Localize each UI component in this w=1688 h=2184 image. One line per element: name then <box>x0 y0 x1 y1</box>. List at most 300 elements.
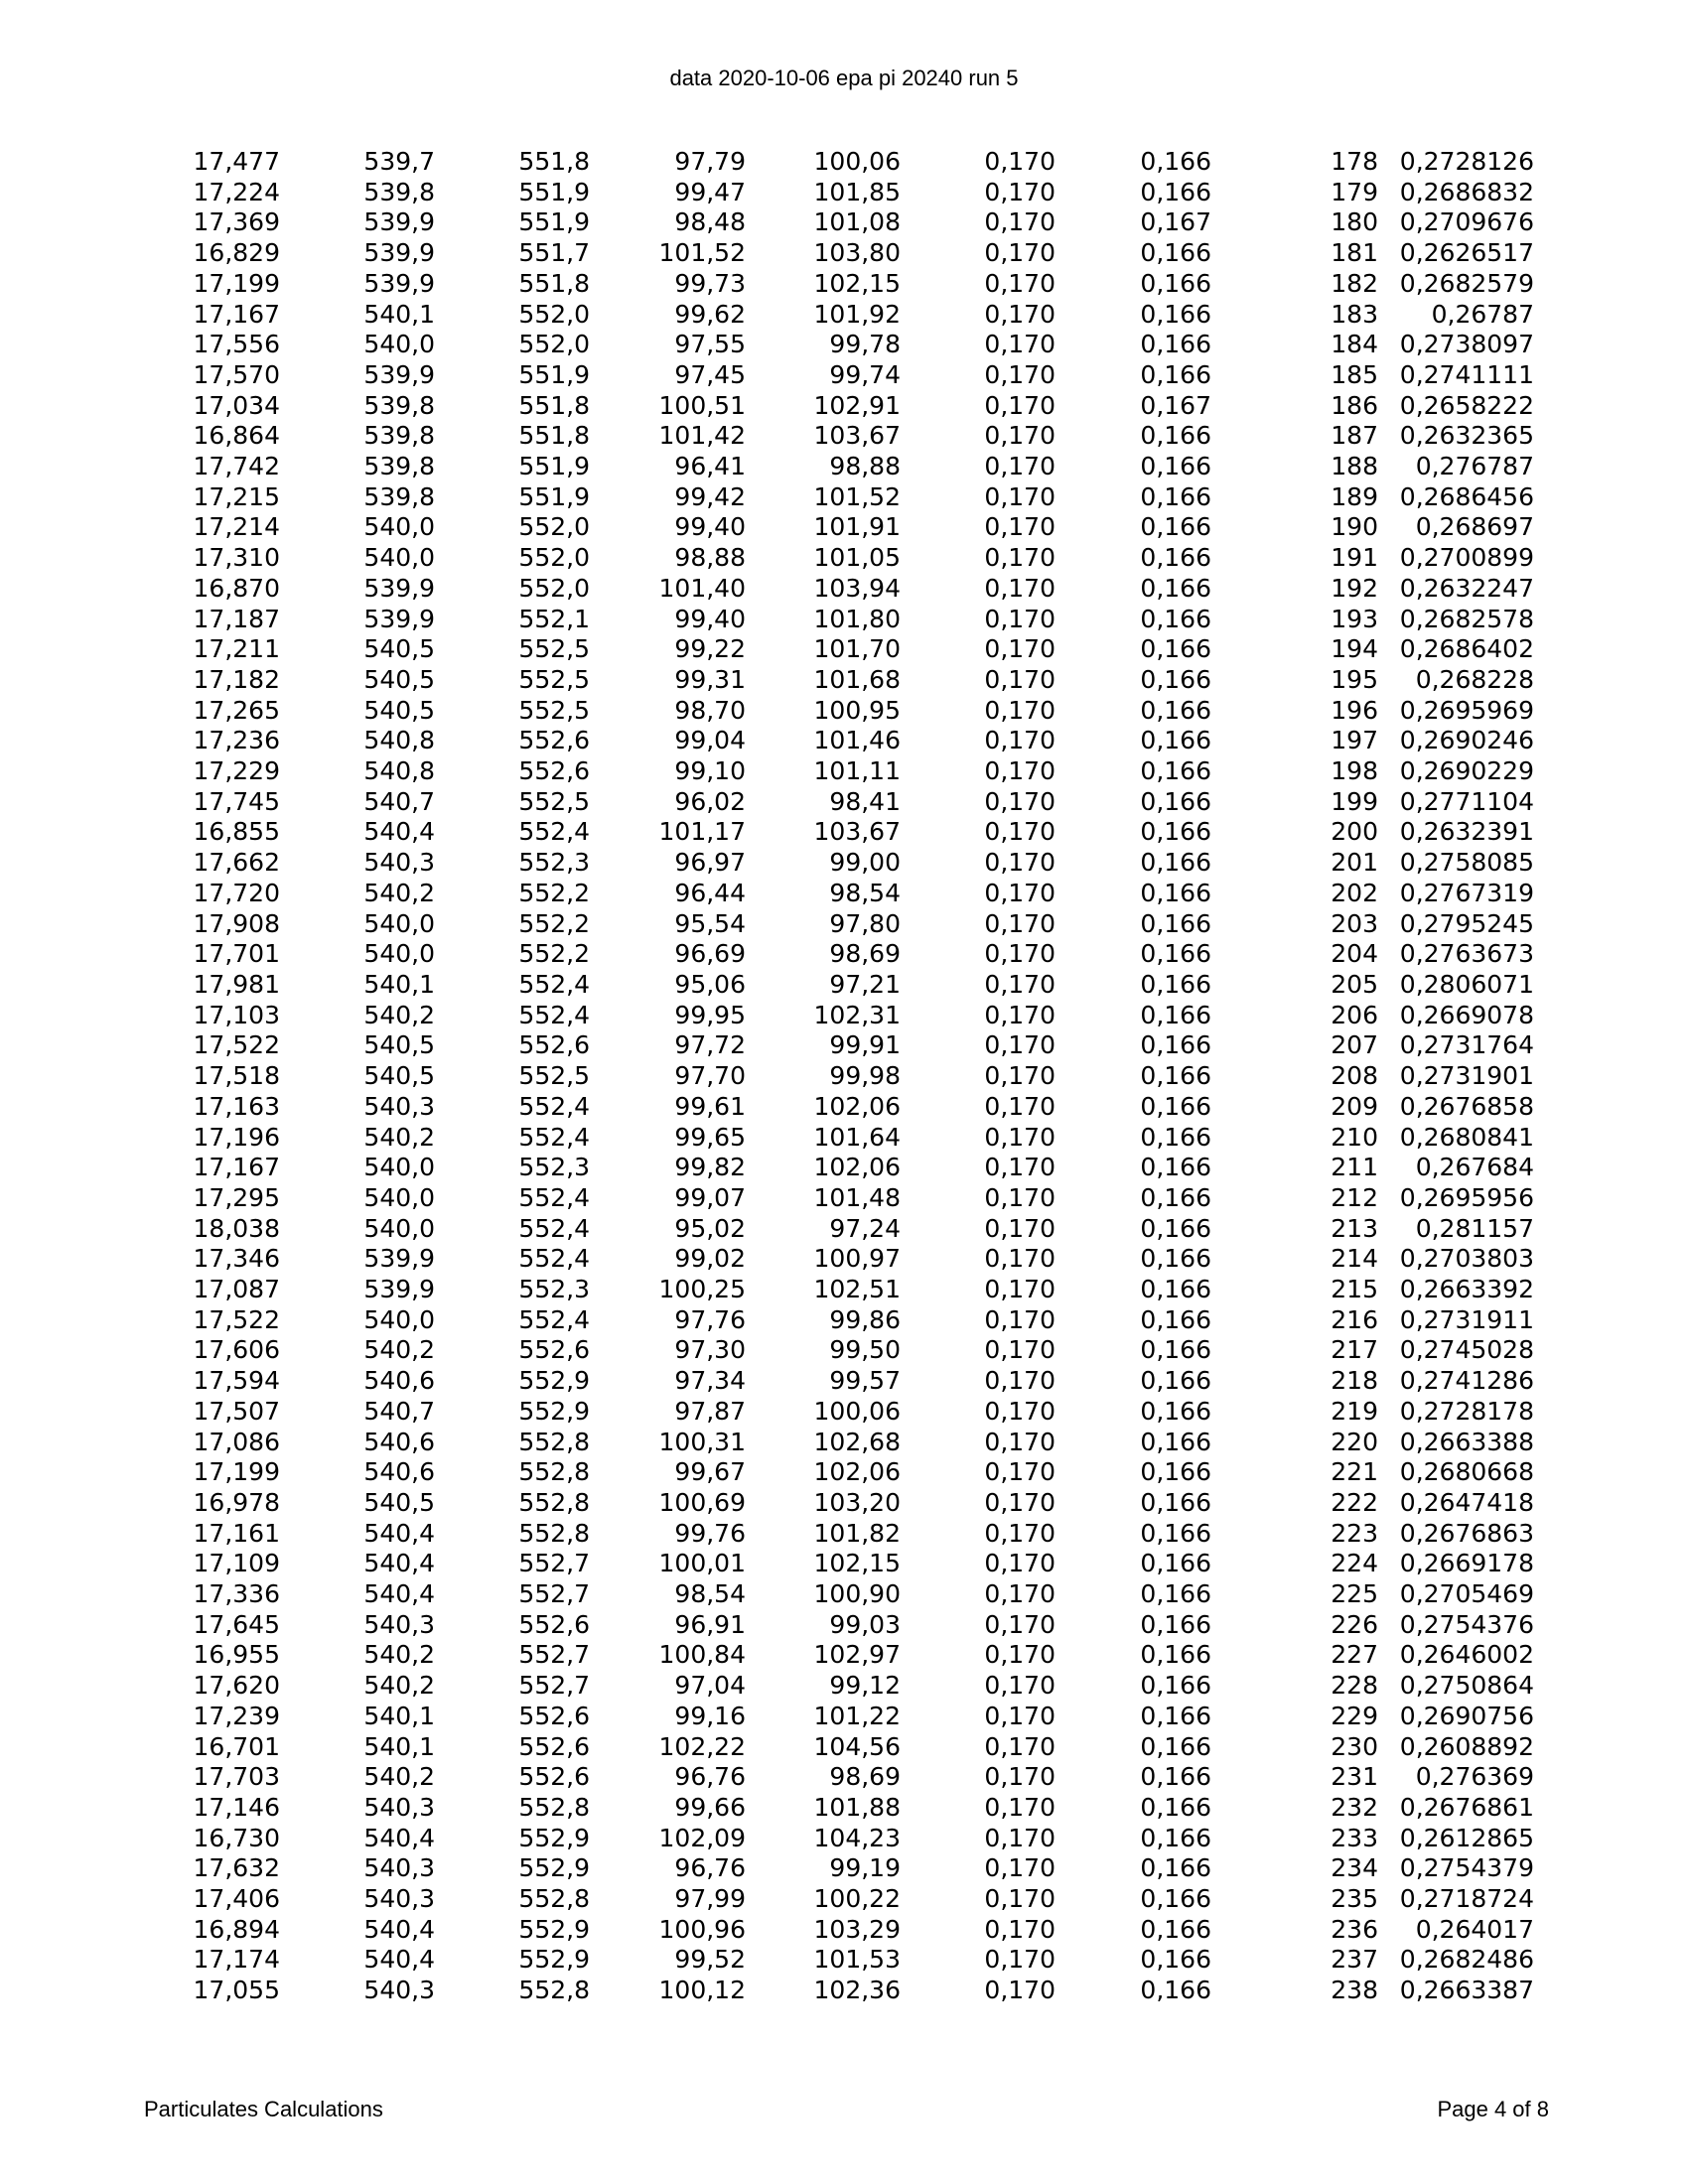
table-cell: 208 <box>1331 1061 1378 1091</box>
table-cell: 99,74 <box>829 359 901 389</box>
table-row <box>0 1305 1534 1336</box>
table-cell: 0,166 <box>1140 1762 1211 1792</box>
table-cell: 99,73 <box>674 268 746 298</box>
table-cell: 539,9 <box>363 268 435 298</box>
table-cell: 17,310 <box>193 543 280 573</box>
table-cell: 0,170 <box>984 817 1055 847</box>
table-cell: 0,2608892 <box>1399 1731 1534 1761</box>
table-cell: 540,2 <box>363 878 435 907</box>
table-cell: 0,170 <box>984 1640 1055 1670</box>
table-cell: 0,166 <box>1140 908 1211 938</box>
table-cell: 17,477 <box>193 147 280 176</box>
table-cell: 17,215 <box>193 481 280 511</box>
table-cell: 540,6 <box>363 1427 435 1456</box>
table-cell: 101,46 <box>813 726 901 755</box>
table-cell: 17,507 <box>193 1396 280 1426</box>
table-cell: 0,166 <box>1140 1884 1211 1914</box>
table-cell: 540,3 <box>363 1792 435 1822</box>
table-cell: 0,167 <box>1140 207 1211 237</box>
table-cell: 192 <box>1331 573 1378 603</box>
table-cell: 551,8 <box>518 147 590 176</box>
table-cell: 0,170 <box>984 299 1055 329</box>
table-cell: 99,31 <box>674 664 746 694</box>
table-cell: 102,15 <box>813 268 901 298</box>
table-cell: 99,07 <box>674 1182 746 1212</box>
table-cell: 102,09 <box>658 1823 746 1852</box>
table-cell: 0,170 <box>984 1335 1055 1365</box>
table-cell: 234 <box>1331 1853 1378 1883</box>
table-row <box>0 1762 1534 1793</box>
table-cell: 551,9 <box>518 481 590 511</box>
table-cell: 0,2741286 <box>1399 1366 1534 1396</box>
table-cell: 17,109 <box>193 1549 280 1578</box>
table-cell: 97,34 <box>674 1366 746 1396</box>
table-cell: 539,9 <box>363 359 435 389</box>
table-cell: 540,1 <box>363 1701 435 1730</box>
table-cell: 211 <box>1331 1153 1378 1182</box>
table-cell: 99,62 <box>674 299 746 329</box>
table-cell: 0,166 <box>1140 695 1211 725</box>
table-cell: 103,80 <box>813 238 901 268</box>
table-cell: 0,166 <box>1140 1609 1211 1639</box>
table-cell: 17,161 <box>193 1518 280 1548</box>
table-cell: 0,2676861 <box>1399 1792 1534 1822</box>
table-cell: 0,170 <box>984 1275 1055 1304</box>
table-cell: 552,4 <box>518 1122 590 1152</box>
table-cell: 96,02 <box>674 786 746 816</box>
table-cell: 101,82 <box>813 1518 901 1548</box>
table-cell: 539,8 <box>363 481 435 511</box>
table-cell: 539,8 <box>363 452 435 481</box>
table-cell: 540,1 <box>363 1731 435 1761</box>
table-cell: 98,54 <box>674 1579 746 1609</box>
table-cell: 552,3 <box>518 1153 590 1182</box>
table-row <box>0 1457 1534 1488</box>
table-cell: 99,47 <box>674 177 746 206</box>
table-cell: 97,87 <box>674 1396 746 1426</box>
table-cell: 0,2663388 <box>1399 1427 1534 1456</box>
table-cell: 17,594 <box>193 1366 280 1396</box>
table-cell: 0,166 <box>1140 1914 1211 1944</box>
table-cell: 198 <box>1331 756 1378 786</box>
table-cell: 540,6 <box>363 1457 435 1487</box>
table-cell: 17,742 <box>193 452 280 481</box>
table-cell: 0,166 <box>1140 481 1211 511</box>
table-cell: 99,10 <box>674 756 746 786</box>
table-cell: 552,2 <box>518 908 590 938</box>
table-cell: 102,22 <box>658 1731 746 1761</box>
table-cell: 0,264017 <box>1415 1914 1534 1944</box>
table-cell: 551,7 <box>518 238 590 268</box>
table-cell: 17,182 <box>193 664 280 694</box>
table-row <box>0 1244 1534 1275</box>
table-row <box>0 1945 1534 1976</box>
table-cell: 539,9 <box>363 238 435 268</box>
table-cell: 99,67 <box>674 1457 746 1487</box>
table-cell: 540,8 <box>363 726 435 755</box>
table-cell: 0,170 <box>984 1213 1055 1243</box>
table-cell: 17,236 <box>193 726 280 755</box>
table-row <box>0 1183 1534 1214</box>
table-cell: 17,522 <box>193 1030 280 1060</box>
table-cell: 99,91 <box>829 1030 901 1060</box>
table-cell: 0,166 <box>1140 330 1211 359</box>
table-cell: 552,4 <box>518 1091 590 1121</box>
table-cell: 0,2763673 <box>1399 939 1534 969</box>
table-cell: 0,170 <box>984 1304 1055 1334</box>
table-cell: 0,170 <box>984 969 1055 999</box>
table-row <box>0 1671 1534 1702</box>
table-cell: 101,05 <box>813 543 901 573</box>
table-cell: 0,170 <box>984 1518 1055 1548</box>
table-cell: 17,662 <box>193 848 280 878</box>
table-cell: 0,2663387 <box>1399 1976 1534 2005</box>
table-row <box>0 1030 1534 1061</box>
table-cell: 96,69 <box>674 939 746 969</box>
table-cell: 17,224 <box>193 177 280 206</box>
table-row <box>0 452 1534 482</box>
table-cell: 0,166 <box>1140 1640 1211 1670</box>
table-cell: 540,4 <box>363 1823 435 1852</box>
table-cell: 100,90 <box>813 1579 901 1609</box>
table-cell: 0,166 <box>1140 756 1211 786</box>
table-cell: 0,166 <box>1140 786 1211 816</box>
table-cell: 17,187 <box>193 604 280 633</box>
table-cell: 17,211 <box>193 634 280 664</box>
table-cell: 17,570 <box>193 359 280 389</box>
table-row <box>0 879 1534 909</box>
table-cell: 0,170 <box>984 1609 1055 1639</box>
table-cell: 16,864 <box>193 421 280 451</box>
table-cell: 178 <box>1331 147 1378 176</box>
table-cell: 0,166 <box>1140 1579 1211 1609</box>
table-cell: 17,620 <box>193 1671 280 1701</box>
table-row <box>0 574 1534 605</box>
table-row <box>0 1335 1534 1366</box>
table-cell: 0,170 <box>984 786 1055 816</box>
table-cell: 99,52 <box>674 1945 746 1975</box>
table-cell: 0,2695956 <box>1399 1182 1534 1212</box>
table-cell: 99,03 <box>829 1609 901 1639</box>
table-cell: 99,50 <box>829 1335 901 1365</box>
table-cell: 552,8 <box>518 1792 590 1822</box>
table-cell: 552,7 <box>518 1640 590 1670</box>
table-cell: 0,166 <box>1140 604 1211 633</box>
table-cell: 540,2 <box>363 1671 435 1701</box>
table-cell: 0,166 <box>1140 177 1211 206</box>
table-cell: 539,8 <box>363 177 435 206</box>
table-cell: 210 <box>1331 1122 1378 1152</box>
table-cell: 16,701 <box>193 1731 280 1761</box>
table-cell: 101,85 <box>813 177 901 206</box>
table-cell: 552,8 <box>518 1427 590 1456</box>
table-cell: 539,8 <box>363 421 435 451</box>
table-cell: 0,170 <box>984 848 1055 878</box>
table-cell: 100,25 <box>658 1275 746 1304</box>
table-row <box>0 696 1534 727</box>
table-cell: 224 <box>1331 1549 1378 1578</box>
table-cell: 540,4 <box>363 1549 435 1578</box>
table-cell: 222 <box>1331 1487 1378 1517</box>
table-cell: 552,0 <box>518 543 590 573</box>
table-cell: 98,70 <box>674 695 746 725</box>
table-cell: 96,91 <box>674 1609 746 1639</box>
table-cell: 216 <box>1331 1304 1378 1334</box>
table-cell: 540,3 <box>363 1853 435 1883</box>
table-cell: 0,166 <box>1140 634 1211 664</box>
table-cell: 213 <box>1331 1213 1378 1243</box>
table-row <box>0 238 1534 269</box>
table-cell: 95,02 <box>674 1213 746 1243</box>
table-cell: 551,9 <box>518 452 590 481</box>
table-cell: 17,214 <box>193 512 280 542</box>
table-cell: 540,0 <box>363 908 435 938</box>
table-cell: 0,166 <box>1140 1396 1211 1426</box>
table-cell: 540,2 <box>363 1762 435 1792</box>
table-cell: 200 <box>1331 817 1378 847</box>
table-cell: 97,70 <box>674 1061 746 1091</box>
table-cell: 0,166 <box>1140 1213 1211 1243</box>
table-cell: 0,268697 <box>1415 512 1534 542</box>
table-cell: 540,0 <box>363 1213 435 1243</box>
table-cell: 220 <box>1331 1427 1378 1456</box>
table-cell: 0,166 <box>1140 1091 1211 1121</box>
table-cell: 17,908 <box>193 908 280 938</box>
table-cell: 235 <box>1331 1884 1378 1914</box>
table-cell: 201 <box>1331 848 1378 878</box>
table-cell: 539,9 <box>363 604 435 633</box>
table-cell: 0,166 <box>1140 238 1211 268</box>
table-cell: 552,9 <box>518 1823 590 1852</box>
table-cell: 100,95 <box>813 695 901 725</box>
table-cell: 540,6 <box>363 1366 435 1396</box>
table-row <box>0 300 1534 331</box>
table-cell: 102,97 <box>813 1640 901 1670</box>
table-cell: 102,06 <box>813 1091 901 1121</box>
table-row <box>0 1214 1534 1245</box>
table-cell: 0,170 <box>984 147 1055 176</box>
table-cell: 0,2695969 <box>1399 695 1534 725</box>
table-cell: 101,70 <box>813 634 901 664</box>
table-cell: 0,170 <box>984 1030 1055 1060</box>
table-cell: 0,166 <box>1140 1549 1211 1578</box>
table-cell: 203 <box>1331 908 1378 938</box>
table-cell: 0,2771104 <box>1399 786 1534 816</box>
table-cell: 552,6 <box>518 1609 590 1639</box>
table-cell: 97,79 <box>674 147 746 176</box>
table-cell: 0,2718724 <box>1399 1884 1534 1914</box>
table-cell: 104,23 <box>813 1823 901 1852</box>
table-cell: 17,981 <box>193 969 280 999</box>
table-cell: 17,720 <box>193 878 280 907</box>
table-cell: 0,166 <box>1140 1671 1211 1701</box>
table-cell: 552,8 <box>518 1976 590 2005</box>
table-row <box>0 512 1534 543</box>
table-cell: 189 <box>1331 481 1378 511</box>
table-cell: 551,9 <box>518 359 590 389</box>
table-cell: 540,2 <box>363 1000 435 1029</box>
table-cell: 551,8 <box>518 268 590 298</box>
table-cell: 0,2758085 <box>1399 848 1534 878</box>
table-cell: 0,2680668 <box>1399 1457 1534 1487</box>
table-cell: 552,9 <box>518 1914 590 1944</box>
table-cell: 540,0 <box>363 1182 435 1212</box>
table-row <box>0 1275 1534 1305</box>
table-cell: 551,8 <box>518 421 590 451</box>
table-cell: 0,170 <box>984 1487 1055 1517</box>
table-cell: 0,2795245 <box>1399 908 1534 938</box>
table-row <box>0 1123 1534 1154</box>
table-cell: 101,91 <box>813 512 901 542</box>
table-cell: 540,5 <box>363 1030 435 1060</box>
table-cell: 104,56 <box>813 1731 901 1761</box>
table-cell: 101,48 <box>813 1182 901 1212</box>
table-cell: 0,166 <box>1140 1275 1211 1304</box>
table-cell: 100,06 <box>813 1396 901 1426</box>
table-cell: 102,15 <box>813 1549 901 1578</box>
table-cell: 0,170 <box>984 1945 1055 1975</box>
table-cell: 539,9 <box>363 573 435 603</box>
table-cell: 0,166 <box>1140 452 1211 481</box>
table-cell: 552,6 <box>518 1701 590 1730</box>
table-cell: 99,86 <box>829 1304 901 1334</box>
table-cell: 17,167 <box>193 1153 280 1182</box>
table-cell: 0,170 <box>984 1000 1055 1029</box>
table-cell: 552,6 <box>518 1335 590 1365</box>
table-cell: 0,2750864 <box>1399 1671 1534 1701</box>
table-cell: 188 <box>1331 452 1378 481</box>
table-cell: 552,5 <box>518 664 590 694</box>
table-cell: 0,170 <box>984 634 1055 664</box>
table-cell: 0,166 <box>1140 664 1211 694</box>
table-cell: 551,9 <box>518 207 590 237</box>
table-cell: 552,0 <box>518 299 590 329</box>
table-cell: 99,16 <box>674 1701 746 1730</box>
table-cell: 0,2680841 <box>1399 1122 1534 1152</box>
table-cell: 540,4 <box>363 1579 435 1609</box>
table-cell: 0,170 <box>984 939 1055 969</box>
table-cell: 180 <box>1331 207 1378 237</box>
table-cell: 552,6 <box>518 756 590 786</box>
table-cell: 101,92 <box>813 299 901 329</box>
table-cell: 540,0 <box>363 939 435 969</box>
table-cell: 552,0 <box>518 330 590 359</box>
table-cell: 0,170 <box>984 238 1055 268</box>
table-cell: 0,170 <box>984 268 1055 298</box>
table-cell: 552,7 <box>518 1671 590 1701</box>
table-cell: 100,22 <box>813 1884 901 1914</box>
table-cell: 99,95 <box>674 1000 746 1029</box>
table-cell: 183 <box>1331 299 1378 329</box>
table-cell: 0,170 <box>984 1884 1055 1914</box>
table-cell: 540,2 <box>363 1335 435 1365</box>
footer-document-title: Particulates Calculations <box>144 2097 383 2121</box>
table-cell: 0,170 <box>984 1366 1055 1396</box>
table-cell: 17,701 <box>193 939 280 969</box>
table-cell: 0,2682579 <box>1399 268 1534 298</box>
table-row <box>0 1001 1534 1031</box>
table-cell: 0,2686456 <box>1399 481 1534 511</box>
table-cell: 190 <box>1331 512 1378 542</box>
table-cell: 98,69 <box>829 1762 901 1792</box>
table-cell: 99,00 <box>829 848 901 878</box>
table-cell: 237 <box>1331 1945 1378 1975</box>
table-cell: 552,4 <box>518 969 590 999</box>
table-cell: 552,4 <box>518 1000 590 1029</box>
table-cell: 0,166 <box>1140 848 1211 878</box>
table-cell: 16,894 <box>193 1914 280 1944</box>
table-cell: 16,955 <box>193 1640 280 1670</box>
table-cell: 0,170 <box>984 1396 1055 1426</box>
table-cell: 101,22 <box>813 1701 901 1730</box>
table-cell: 0,2709676 <box>1399 207 1534 237</box>
table-cell: 179 <box>1331 177 1378 206</box>
table-cell: 540,1 <box>363 299 435 329</box>
table-cell: 0,2686832 <box>1399 177 1534 206</box>
table-cell: 100,06 <box>813 147 901 176</box>
table-cell: 102,06 <box>813 1153 901 1182</box>
table-cell: 195 <box>1331 664 1378 694</box>
table-cell: 0,166 <box>1140 1182 1211 1212</box>
table-cell: 0,2626517 <box>1399 238 1534 268</box>
table-cell: 0,2612865 <box>1399 1823 1534 1852</box>
table-cell: 0,166 <box>1140 1304 1211 1334</box>
table-cell: 0,2690756 <box>1399 1701 1534 1730</box>
table-cell: 0,166 <box>1140 299 1211 329</box>
table-row <box>0 1428 1534 1458</box>
table-cell: 552,5 <box>518 786 590 816</box>
table-cell: 96,76 <box>674 1762 746 1792</box>
table-cell: 97,99 <box>674 1884 746 1914</box>
table-cell: 0,166 <box>1140 817 1211 847</box>
page-header-title: data 2020-10-06 epa pi 20240 run 5 <box>669 66 1019 90</box>
table-cell: 96,97 <box>674 848 746 878</box>
table-cell: 0,2663392 <box>1399 1275 1534 1304</box>
table-cell: 17,336 <box>193 1579 280 1609</box>
table-cell: 215 <box>1331 1275 1378 1304</box>
table-cell: 0,166 <box>1140 1061 1211 1091</box>
table-cell: 184 <box>1331 330 1378 359</box>
table-cell: 17,167 <box>193 299 280 329</box>
table-cell: 202 <box>1331 878 1378 907</box>
table-cell: 17,556 <box>193 330 280 359</box>
table-cell: 540,5 <box>363 664 435 694</box>
table-cell: 97,55 <box>674 330 746 359</box>
table-cell: 0,170 <box>984 908 1055 938</box>
table-row <box>0 1397 1534 1428</box>
table-cell: 103,67 <box>813 421 901 451</box>
table-row <box>0 1732 1534 1763</box>
table-cell: 0,166 <box>1140 1366 1211 1396</box>
table-cell: 0,166 <box>1140 1976 1211 2005</box>
table-cell: 17,229 <box>193 756 280 786</box>
table-cell: 0,166 <box>1140 1792 1211 1822</box>
table-cell: 0,2632391 <box>1399 817 1534 847</box>
table-cell: 540,2 <box>363 1122 435 1152</box>
table-cell: 17,196 <box>193 1122 280 1152</box>
table-cell: 0,170 <box>984 1671 1055 1701</box>
table-row <box>0 1853 1534 1884</box>
table-cell: 0,166 <box>1140 1122 1211 1152</box>
table-cell: 0,166 <box>1140 359 1211 389</box>
table-row <box>0 1153 1534 1183</box>
table-cell: 0,2745028 <box>1399 1335 1534 1365</box>
table-cell: 17,103 <box>193 1000 280 1029</box>
table-cell: 99,19 <box>829 1853 901 1883</box>
table-cell: 223 <box>1331 1518 1378 1548</box>
table-cell: 0,2686402 <box>1399 634 1534 664</box>
table-cell: 0,26787 <box>1431 299 1534 329</box>
